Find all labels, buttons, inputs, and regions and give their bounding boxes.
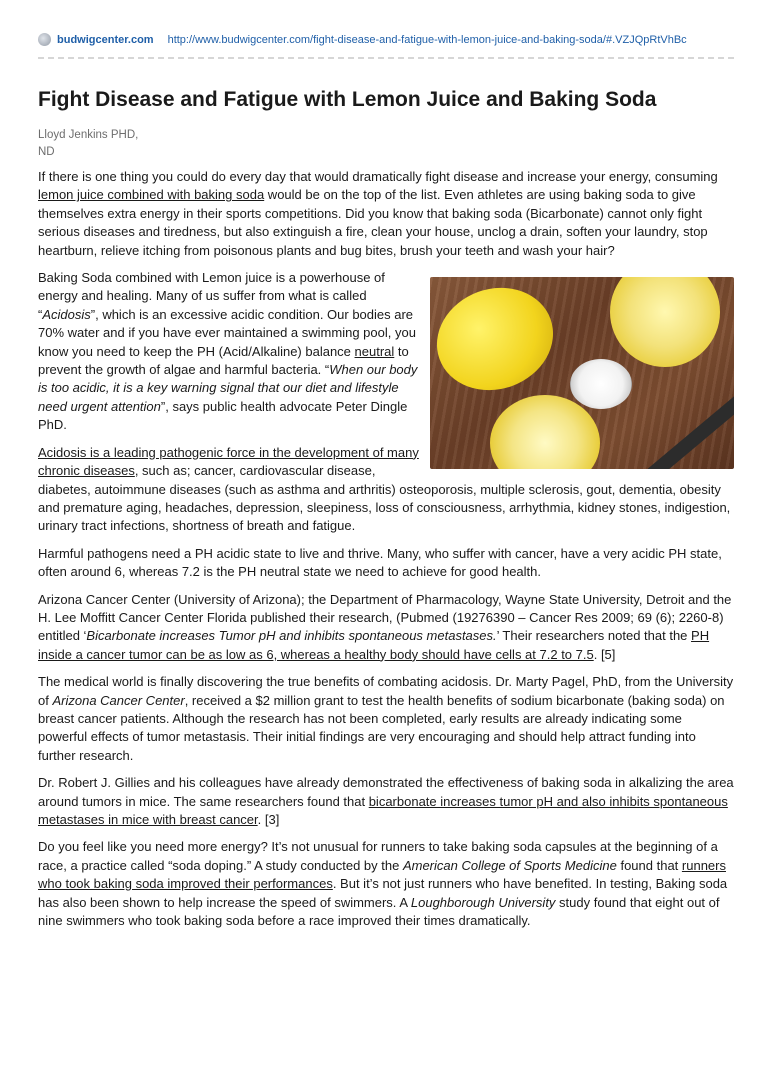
emphasis: Loughborough University [410, 894, 556, 910]
link-acidosis[interactable]: Acidosis is a leading pathogenic force in the development of many chronic diseases [38, 444, 419, 479]
article-body [38, 168, 734, 939]
text: ’ Their researchers noted that the [496, 628, 692, 644]
source-bar [38, 33, 738, 55]
paragraph-1 [38, 168, 734, 260]
text: to prevent the growth of algae and harmful bacteria. “ [38, 343, 409, 378]
emphasis: American College of Sports Medicine [402, 857, 617, 873]
text: If there is one thing you could do every day that would dramatically fight disease and increase your energy, consuming [38, 169, 718, 184]
link-ph-cancer-tumor[interactable]: PH inside a cancer tumor can be as low as 6, whereas a healthy body should have cells at 7.2 to 7.5 [38, 628, 710, 662]
author-line-2: ND [38, 146, 55, 158]
emphasis: Acidosis [42, 306, 91, 322]
lemon-half-top [610, 277, 720, 367]
globe-icon [38, 33, 51, 46]
emphasis: Arizona Cancer Center [52, 692, 185, 708]
text: ”, which is an excessive acidic condition. Our bodies are 70% water and if you have ever maintained a swimming pool, you know you need to keep the PH (Acid/Alkaline) balance [38, 306, 416, 359]
text: study found that eight out of nine swimmers who took baking soda before a race improved their times dramatically. [38, 894, 720, 929]
paragraph-7 [38, 774, 734, 829]
paragraph-5 [38, 591, 734, 665]
link-bicarbonate-tumor-ph[interactable]: bicarbonate increases tumor pH and also inhibits spontaneous metastases in mice with breast cancer [38, 793, 728, 827]
text: , such as; cancer, cardiovascular disease, diabetes, autoimmune diseases (such as asthma and arthritis) osteoporosis, multiple sclerosis, gout, dementia, obesity and premature aging, headaches, depression, sleepiness, loss of consciousness, arrhythmia, kidney stones, indigestion, urinary tract infections, shortness of breath and fatigue. [38, 463, 731, 534]
spoon-handle [642, 384, 734, 469]
text: . But it’s not just runners who have benefited. In testing, Baking soda has also been shown to help increase the speed of swimmers. A [38, 876, 728, 910]
paragraph-4: Harmful pathogens need a PH acidic state to live and thrive. Many, who suffer with cancer, have a very acidic PH state, often around 6, whereas 7.2 is the PH neutral state we need to achieve for good health. [38, 545, 722, 580]
emphasis: Bicarbonate increases Tumor pH and inhibits spontaneous metastases. [86, 628, 497, 644]
text: ”, says public health advocate Peter Dingle PhD. [38, 398, 408, 433]
text: Dr. Robert J. Gillies and his colleagues have already demonstrated the effectiveness of baking soda in alkalizing the area around tumors in mice. The same researchers found that [38, 775, 734, 809]
emphasis: When our body is too acidic, it is a key warning signal that our diet and lifestyle need urgent attention [38, 362, 418, 414]
link-runners-baking-soda[interactable]: runners who took baking soda improved their performances [38, 857, 726, 892]
text: . [3] [257, 812, 280, 827]
link-neutral[interactable]: neutral [354, 343, 395, 359]
text: Do you feel like you need more energy? It’s not unusual for runners to take baking soda capsules at the beginning of a race, a practice called “soda doping.” A study conducted by the [38, 839, 718, 873]
text: would be on the top of the list. Even athletes are using baking soda to give themselves extra energy in their sports competitions. Did you know that baking soda (Bicarbonate) cannot only fight serious diseases and tiredness, but also extinguish a fire, clean your house, unclog a drain, soften your laundry, stop heartburn, relieve itching from poisonous plants and bug bites, brush your teeth and wash your hair? [38, 187, 708, 258]
text: . [5] [593, 646, 616, 662]
paragraph-8 [38, 838, 734, 930]
text: Arizona Cancer Center (University of Arizona); the Department of Pharmacology, Wayne State University, Detroit and the H. Lee Moffitt Cancer Center Florida published their research, (Pubmed (19276390 – Cancer Res 2009; 69 (6); 2260-8) entitled ‘ [38, 591, 732, 644]
text: The medical world is finally discovering the true benefits of combating acidosis. Dr. Marty Pagel, PhD, from the University of [38, 674, 734, 708]
baking-soda-spoon [570, 359, 632, 409]
text: found that [616, 857, 682, 873]
site-name[interactable]: budwigcenter.com [57, 34, 154, 46]
header-divider [38, 57, 734, 59]
paragraph-6 [38, 673, 734, 765]
lemon-half-bottom [490, 395, 600, 469]
author-line-1: Lloyd Jenkins PHD, [38, 129, 139, 141]
source-url[interactable]: http://www.budwigcenter.com/fight-disease-and-fatigue-with-lemon-juice-and-baking-soda/#.VZJQpRtVhBc [167, 34, 687, 46]
lemon-baking-soda-photo [430, 277, 734, 469]
whole-lemon [430, 277, 568, 406]
author [38, 127, 178, 161]
text: Baking Soda combined with Lemon juice is a powerhouse of energy and healing. Many of us suffer from what is called “ [38, 270, 385, 322]
link-lemon-juice-baking-soda[interactable]: lemon juice combined with baking soda [38, 187, 265, 203]
article-title: Fight Disease and Fatigue with Lemon Juice and Baking Soda [38, 88, 657, 111]
text: , received a $2 million grant to test the health benefits of sodium bicarbonate (baking soda) on breast cancer patients. Although the research has not been completed, early results are already indicating some powerful effects of tumor metastasis. Their initial findings are very encouraging and should help attract funding into further research. [38, 692, 725, 763]
